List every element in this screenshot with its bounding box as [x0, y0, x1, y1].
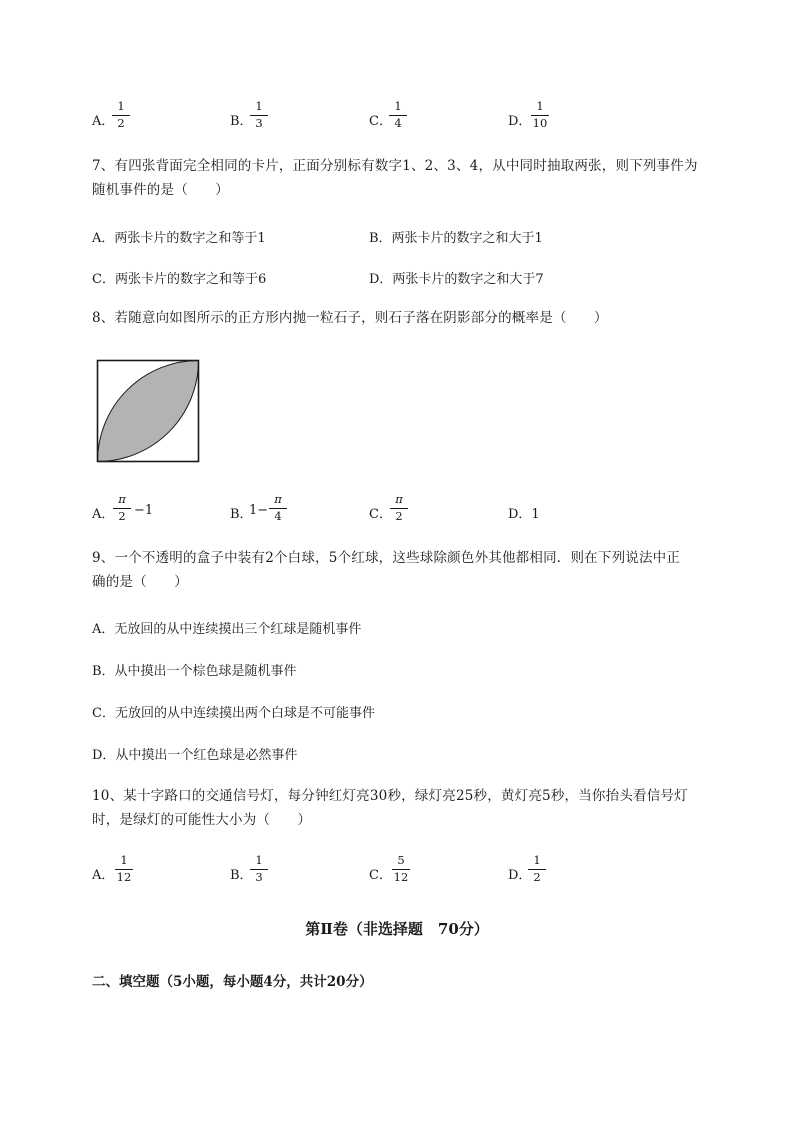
- q8-option-a-fraction: [110, 494, 134, 524]
- fraction-numerator: 1: [120, 853, 128, 867]
- fraction-denominator: 3: [255, 870, 263, 884]
- q8-figure: [96, 359, 200, 463]
- fraction-numerator: 1: [394, 99, 402, 113]
- fraction-numerator: π: [118, 492, 126, 506]
- q10-option-c-label: C．: [369, 868, 392, 883]
- q10-option-d-label: D．: [508, 868, 532, 883]
- q9-option-b: B．从中摸出一个棕色球是随机事件: [92, 664, 297, 679]
- q7-line-1: 7、有四张背面完全相同的卡片，正面分别标有数字1、2、3、4，从中同时抽取两张，则下列事件为: [92, 158, 698, 174]
- q9-option-c: C．无放回的从中连续摸出两个白球是不可能事件: [92, 706, 375, 721]
- q10-line-1: 10、某十字路口的交通信号灯，每分钟红灯亮30秒，绿灯亮25秒，黄灯亮5秒，当你抬头看信号灯: [92, 788, 688, 804]
- q6-option-d-fraction: [528, 101, 552, 131]
- q10-stem: [92, 784, 752, 832]
- fraction-numerator: 1: [533, 853, 541, 867]
- fraction-numerator: 1: [255, 853, 263, 867]
- q8-stem: 8、若随意向如图所示的正方形内抛一粒石子，则石子落在阴影部分的概率是（ ）: [92, 310, 608, 326]
- q9-option-d: D．从中摸出一个红色球是必然事件: [92, 748, 298, 763]
- fraction-denominator: 2: [118, 509, 126, 523]
- q9-option-a: A．无放回的从中连续摸出三个红球是随机事件: [92, 622, 362, 637]
- q7-option-b: B．两张卡片的数字之和大于1: [369, 231, 543, 246]
- fraction-denominator: 10: [532, 116, 548, 130]
- fraction-numerator: π: [395, 492, 403, 506]
- q6-option-c-fraction: [386, 101, 410, 131]
- fraction-denominator: 12: [393, 870, 409, 884]
- q6-option-d-label: D．: [508, 114, 532, 129]
- q9-line-1: 9、一个不透明的盒子中装有2个白球，5个红球，这些球除颜色外其他都相同．则在下列说法中正: [92, 550, 681, 566]
- section-2-title: 二、填空题（5小题，每小题4分，共计20分）: [92, 974, 373, 990]
- q6-option-b-fraction: [247, 101, 271, 131]
- q7-line-2: 随机事件的是（ ）: [92, 182, 229, 198]
- q8-option-c-label: C．: [369, 507, 392, 522]
- q10-option-b-fraction: [247, 855, 271, 885]
- q6-option-b-label: B．: [230, 114, 253, 129]
- fraction-numerator: 5: [397, 853, 405, 867]
- fraction-numerator: π: [274, 492, 282, 506]
- q10-option-c-fraction: [389, 855, 413, 885]
- q8-option-b-label: B．: [230, 507, 253, 522]
- q8-option-a-label: A．: [92, 507, 115, 522]
- q6-option-c-label: C．: [369, 114, 392, 129]
- q8-option-d: D．1: [508, 507, 540, 522]
- q7-option-c: C．两张卡片的数字之和等于6: [92, 272, 267, 287]
- q6-option-a-fraction: [109, 101, 133, 131]
- q9-line-2: 确的是（ ）: [92, 574, 188, 590]
- part-2-title: 第Ⅱ卷（非选择题 70分）: [305, 920, 489, 938]
- q8-option-a-tail: −1: [134, 503, 154, 518]
- q7-stem: [92, 154, 752, 202]
- q8-option-c-fraction: [387, 494, 411, 524]
- fraction-denominator: 4: [394, 116, 402, 130]
- q10-option-b-label: B．: [230, 868, 253, 883]
- fraction-numerator: 1: [117, 99, 125, 113]
- fraction-numerator: 1: [255, 99, 263, 113]
- fraction-denominator: 4: [274, 509, 282, 523]
- q10-option-a-label: A．: [92, 868, 115, 883]
- fraction-denominator: 12: [116, 870, 132, 884]
- fraction-denominator: 3: [255, 116, 263, 130]
- q6-option-a-label: A．: [92, 114, 115, 129]
- q10-option-d-fraction: [525, 855, 549, 885]
- fraction-denominator: 2: [395, 509, 403, 523]
- q9-stem: [92, 546, 752, 594]
- fraction-numerator: 1: [536, 99, 544, 113]
- q10-line-2: 时，是绿灯的可能性大小为（ ）: [92, 812, 312, 828]
- fraction-denominator: 2: [533, 870, 541, 884]
- q7-option-d: D．两张卡片的数字之和大于7: [369, 272, 544, 287]
- shaded-leaf-region: [98, 361, 199, 462]
- q8-option-b-head: 1−: [249, 503, 269, 518]
- q10-option-a-fraction: [112, 855, 136, 885]
- q7-option-a: A．两张卡片的数字之和等于1: [92, 231, 266, 246]
- fraction-denominator: 2: [117, 116, 125, 130]
- q8-option-b-fraction: [266, 494, 290, 524]
